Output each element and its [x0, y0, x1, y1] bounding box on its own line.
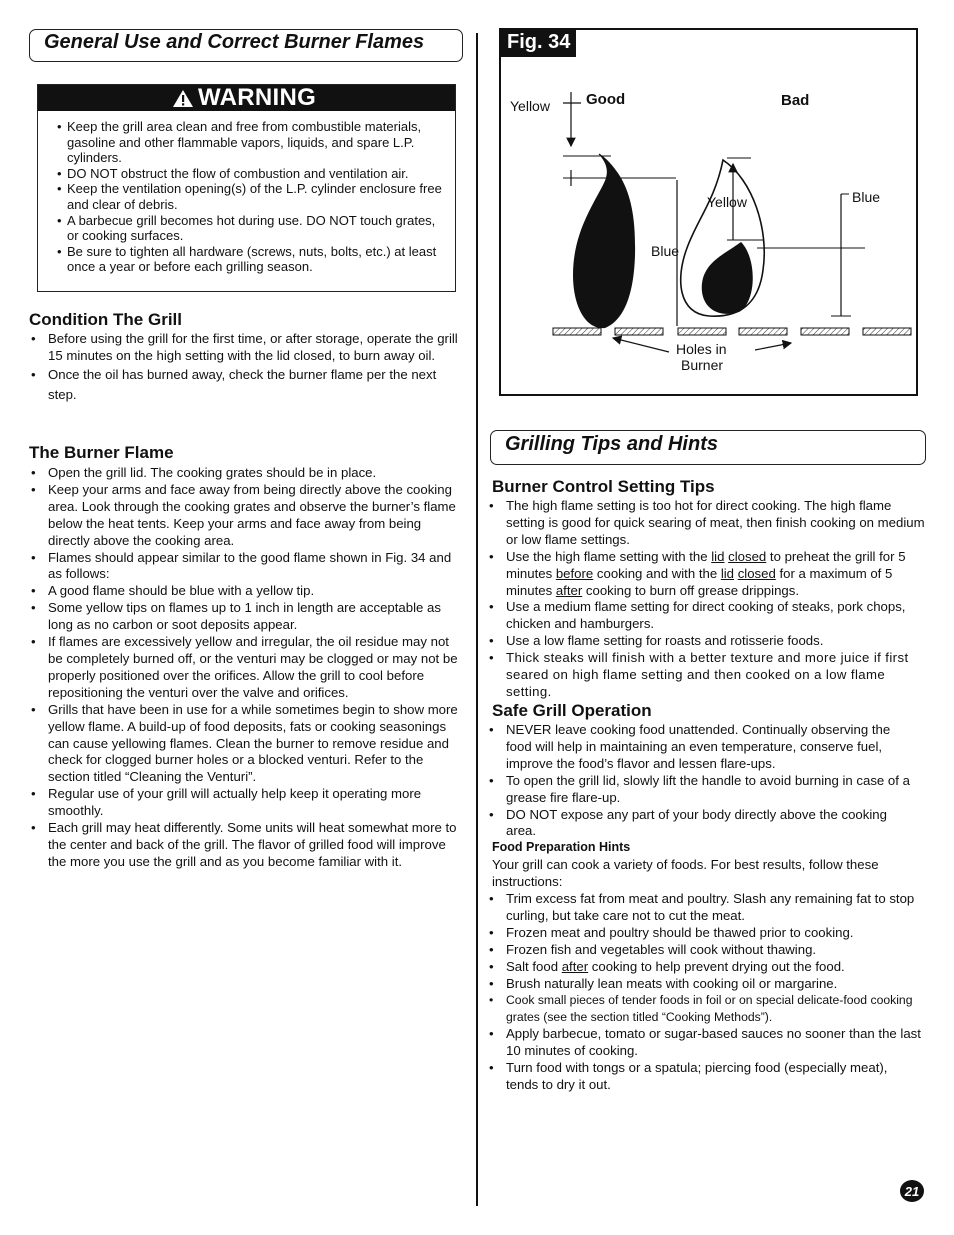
list-item: • Brush naturally lean meats with cooking oil or margarine. — [487, 976, 922, 993]
list-item: • Trim excess fat from meat and poultry. Slash any remaining fat to stop curling, but take care not to cut the meat. — [487, 891, 922, 925]
label-blue-bad: Blue — [852, 189, 881, 205]
list-item: • DO NOT obstruct the flow of combustion and ventilation air. — [56, 166, 448, 182]
list-item: • Use a low flame setting for roasts and rotisserie foods. — [487, 633, 927, 650]
list-item: • Regular use of your grill will actually help keep it operating more smoothly. — [29, 786, 461, 820]
column-divider — [476, 33, 478, 1206]
burner-strip — [553, 328, 911, 335]
list-item: • Before using the grill for the first time, or after storage, operate the grill 15 minutes on the high setting with the lid closed, to burn away oil. — [29, 331, 461, 365]
good-flame-shape — [573, 154, 635, 328]
list-item: • Once the oil has burned away, check the burner flame per the next step. — [29, 365, 461, 405]
list-item: • Turn food with tongs or a spatula; piercing food (especially meat), tends to dry it out. — [487, 1060, 922, 1094]
label-bad: Bad — [781, 92, 810, 109]
warning-box — [37, 84, 456, 292]
list-item: • Use the high flame setting with the lid closed to preheat the grill for 5 minutes before cooking and with the lid closed for a maximum of 5 minutes after cooking to burn off grease drippings. — [487, 549, 927, 600]
list-item: • NEVER leave cooking food unattended. Continually observing the food will help in maintaining an even temperature, conserve fuel, improve the food’s flavor and lessen flare-ups. — [487, 722, 919, 773]
label-blue-good: Blue — [651, 243, 680, 259]
heading-burner-flame: The Burner Flame — [29, 443, 174, 462]
list-item: • Open the grill lid. The cooking grates should be in place. — [29, 465, 461, 482]
warning-triangle-icon — [172, 89, 194, 108]
food-prep-intro: Your grill can cook a variety of foods. For best results, follow these instructions: — [492, 857, 879, 889]
heading-safe-operation: Safe Grill Operation — [492, 701, 652, 720]
list-item: • Frozen fish and vegetables will cook without thawing. — [487, 942, 922, 959]
list-item: • A good flame should be blue with a yellow tip. — [29, 583, 461, 600]
section-title: Grilling Tips and Hints — [505, 433, 718, 455]
burner-flame-list — [29, 465, 461, 871]
label-holes-line1: Holes in — [676, 341, 727, 357]
page-number: 21 — [900, 1180, 924, 1202]
label-yellow-bad: Yellow — [707, 194, 747, 210]
list-item: • Cook small pieces of tender foods in foil or on special delicate-food cooking grates (see the section titled “Cooking Methods”). — [487, 992, 922, 1026]
condition-list — [29, 331, 461, 405]
food-prep-list — [487, 891, 922, 1094]
list-item: • The high flame setting is too hot for direct cooking. The high flame setting is good for quick searing of meat, then finish cooking on medium or low flame settings. — [487, 498, 927, 549]
section-header-general-use — [29, 29, 463, 62]
list-item: • Some yellow tips on flames up to 1 inch in length are acceptable as long as no carbon or soot deposits appear. — [29, 600, 461, 634]
list-item: • Thick steaks will finish with a better texture and more juice if first seared on high flame setting and then cooked on a low flame setting. — [487, 650, 927, 701]
list-item: • To open the grill lid, slowly lift the handle to avoid burning in case of a grease fire flare-up. — [487, 773, 919, 807]
list-item: • DO NOT expose any part of your body directly above the cooking area. — [487, 807, 919, 841]
figure-34 — [499, 28, 918, 396]
section-header-grilling-tips — [490, 430, 926, 465]
list-item: • Frozen meat and poultry should be thawed prior to cooking. — [487, 925, 922, 942]
list-item: • Keep the ventilation opening(s) of the L.P. cylinder enclosure free and clear of debris. — [56, 181, 448, 212]
warning-title: WARNING — [198, 84, 317, 111]
label-holes-line2: Burner — [681, 357, 724, 373]
list-item: • A barbecue grill becomes hot during use. DO NOT touch grates, or cooking surfaces. — [56, 213, 448, 244]
list-item: • If flames are excessively yellow and irregular, the oil residue may not be completely burned off, or the venturi may be clogged or may not be properly positioned over the orifices. Allow the grill to cool before repositioning the venturi over the valve and orifices. — [29, 634, 461, 702]
warning-list — [56, 119, 448, 275]
label-good: Good — [586, 91, 626, 108]
heading-condition: Condition The Grill — [29, 310, 182, 329]
list-item: • Keep your arms and face away from being directly above the cooking area. Look through the cooking grates and observe the burner’s flame below the heat tents. Keep your arms and face away from being directly above the cooking area. — [29, 482, 461, 550]
list-item: • Be sure to tighten all hardware (screws, nuts, bolts, etc.) at least once a year or before each grilling season. — [56, 244, 448, 275]
list-item: • Each grill may heat differently. Some units will heat somewhat more to the center and back of the grill. The flavor of grilled food will improve the more you use the grill and as you become familiar with it. — [29, 820, 461, 871]
label-yellow-good: Yellow — [510, 98, 550, 114]
burner-control-list — [487, 498, 927, 701]
warning-header — [38, 85, 455, 111]
list-item: • Apply barbecue, tomato or sugar-based sauces no sooner than the last 10 minutes of cooking. — [487, 1026, 922, 1060]
heading-food-prep: Food Preparation Hints — [492, 840, 631, 854]
list-item: • Salt food after cooking to help prevent drying out the food. — [487, 959, 922, 976]
figure-label: Fig. 34 — [501, 30, 576, 57]
heading-burner-control: Burner Control Setting Tips — [492, 477, 715, 496]
section-title: General Use and Correct Burner Flames — [44, 31, 425, 53]
list-item: • Keep the grill area clean and free from combustible materials, gasoline and other flammable vapors, liquids, and spare L.P. cylinders. — [56, 119, 448, 166]
list-item: • Use a medium flame setting for direct cooking of steaks, pork chops, chicken and hamburgers. — [487, 599, 927, 633]
list-item: • Grills that have been in use for a while sometimes begin to show more yellow flame. A build-up of food deposits, fats or cooking seasonings can cause yellowing flames. Clean the burner to remove residue and check for clogged burner holes or a blocked venturi. Refer to the section titled “Cleaning the Venturi”. — [29, 702, 461, 787]
flame-diagram — [501, 30, 916, 394]
safe-operation-list — [487, 722, 919, 840]
list-item: • Flames should appear similar to the good flame shown in Fig. 34 and as follows: — [29, 550, 461, 584]
